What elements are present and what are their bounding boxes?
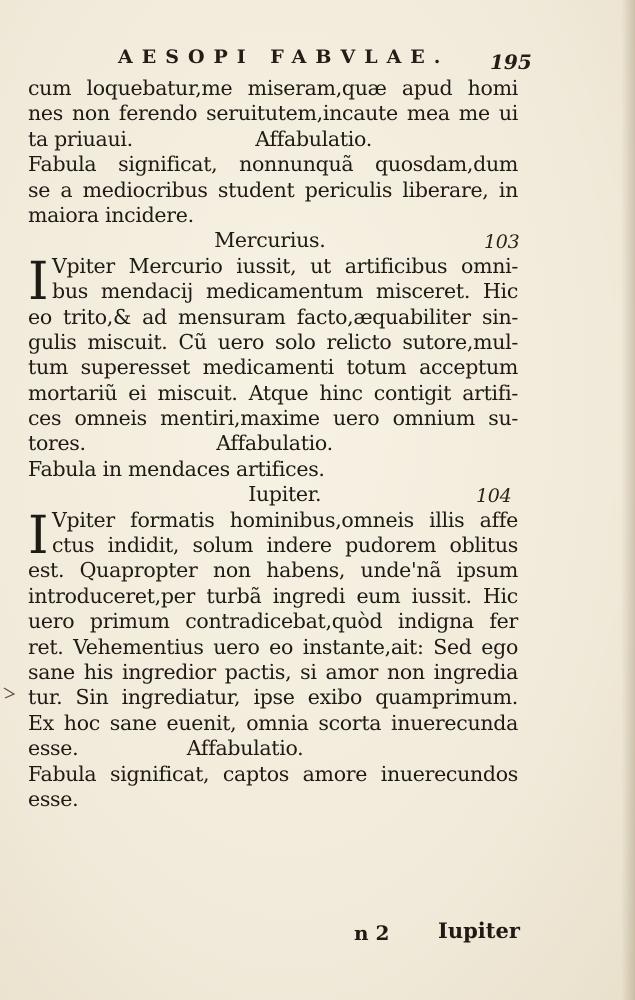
text-line: Fabula in mendaces artifices. — [28, 456, 325, 481]
text-line: ctus indidit, solum indere pudorem oblitus — [52, 533, 518, 558]
text-line: sane his ingredior pactis, si amor non ingredia — [28, 659, 518, 684]
signature-mark: n 2 — [354, 921, 390, 945]
text-line: esse. — [28, 786, 79, 811]
text-line: ret. Vehementius uero eo instante,ait: Sed ego — [28, 634, 518, 659]
text-line: introduceret,per turbã ingredi eum iussit. Hic — [28, 583, 518, 608]
text-line-fragment: esse. — [28, 736, 79, 761]
text-line: gulis miscuit. Cũ uero solo relicto sutore,mul- — [28, 329, 518, 354]
margin-mark-icon — [2, 686, 16, 700]
fable-title-iupiter: Iupiter. — [248, 482, 322, 507]
drop-cap: I — [28, 505, 49, 566]
fable-number-103: 103 — [484, 231, 520, 254]
page-number: 195 — [490, 50, 532, 74]
text-line: se a mediocribus student periculis liberare, in — [28, 177, 518, 202]
text-line: Ex hoc sane euenit, omnia scorta inuerecunda — [28, 710, 518, 735]
catchword: Iupiter — [438, 918, 520, 943]
text-line: eo trito,& ad mensuram facto,æquabiliter sin- — [28, 304, 518, 329]
fable-body-mercurius — [28, 251, 518, 312]
text-line: est. Quapropter non habens, unde'nã ipsum — [28, 558, 518, 583]
text-line — [28, 127, 518, 152]
fable-number-104: 104 — [476, 485, 512, 508]
text-line: tum superesset medicamenti totum acceptum — [28, 355, 518, 380]
text-line-fragment: ta priuaui. — [28, 126, 133, 151]
text-line: uero primum contradicebat,quòd indigna fer — [28, 609, 518, 634]
text-line: bus mendacij medicamentum misceret. Hic — [52, 279, 518, 304]
text-line-fragment: tores. — [28, 431, 86, 456]
text-line: Fabula significat, nonnunquã quosdam,dum — [28, 152, 518, 177]
text-line: Vpiter formatis hominibus,omneis illis affe — [52, 507, 518, 532]
text-line: cum loquebatur,me miseram,quæ apud homi — [28, 76, 518, 100]
text-line: Vpiter Mercurio iussit, ut artificibus omni- — [52, 253, 518, 278]
fable-title-row — [28, 482, 518, 507]
drop-cap: I — [28, 251, 49, 312]
text-line: nes non ferendo seruitutem,incaute mea me ui — [28, 101, 518, 126]
fable-body-iupiter — [28, 505, 518, 566]
affabulatio-heading: Affabulatio. — [186, 736, 304, 761]
text-line: ces omneis mentiri,maxime uero omnium su- — [28, 406, 518, 431]
gutter-shadow — [621, 0, 635, 1000]
text-line: tur. Sin ingrediatur, ipse exibo quamprimum. — [28, 685, 518, 710]
text-line: maiora incidere. — [28, 202, 194, 227]
fable-title-mercurius: Mercurius. — [214, 228, 326, 253]
affabulatio-heading: Affabulatio. — [255, 126, 372, 151]
running-title: AESOPI FABVLAE. — [118, 46, 450, 68]
text-line: Fabula significat, captos amore inuerecundos — [28, 761, 518, 786]
text-line: mortariũ ei miscuit. Atque hinc contigit artifi- — [28, 380, 518, 405]
fable-title-row — [28, 228, 518, 253]
affabulatio-heading: Affabulatio. — [216, 431, 333, 456]
text-line — [28, 431, 518, 456]
text-line — [28, 736, 518, 761]
text-block — [28, 76, 518, 812]
